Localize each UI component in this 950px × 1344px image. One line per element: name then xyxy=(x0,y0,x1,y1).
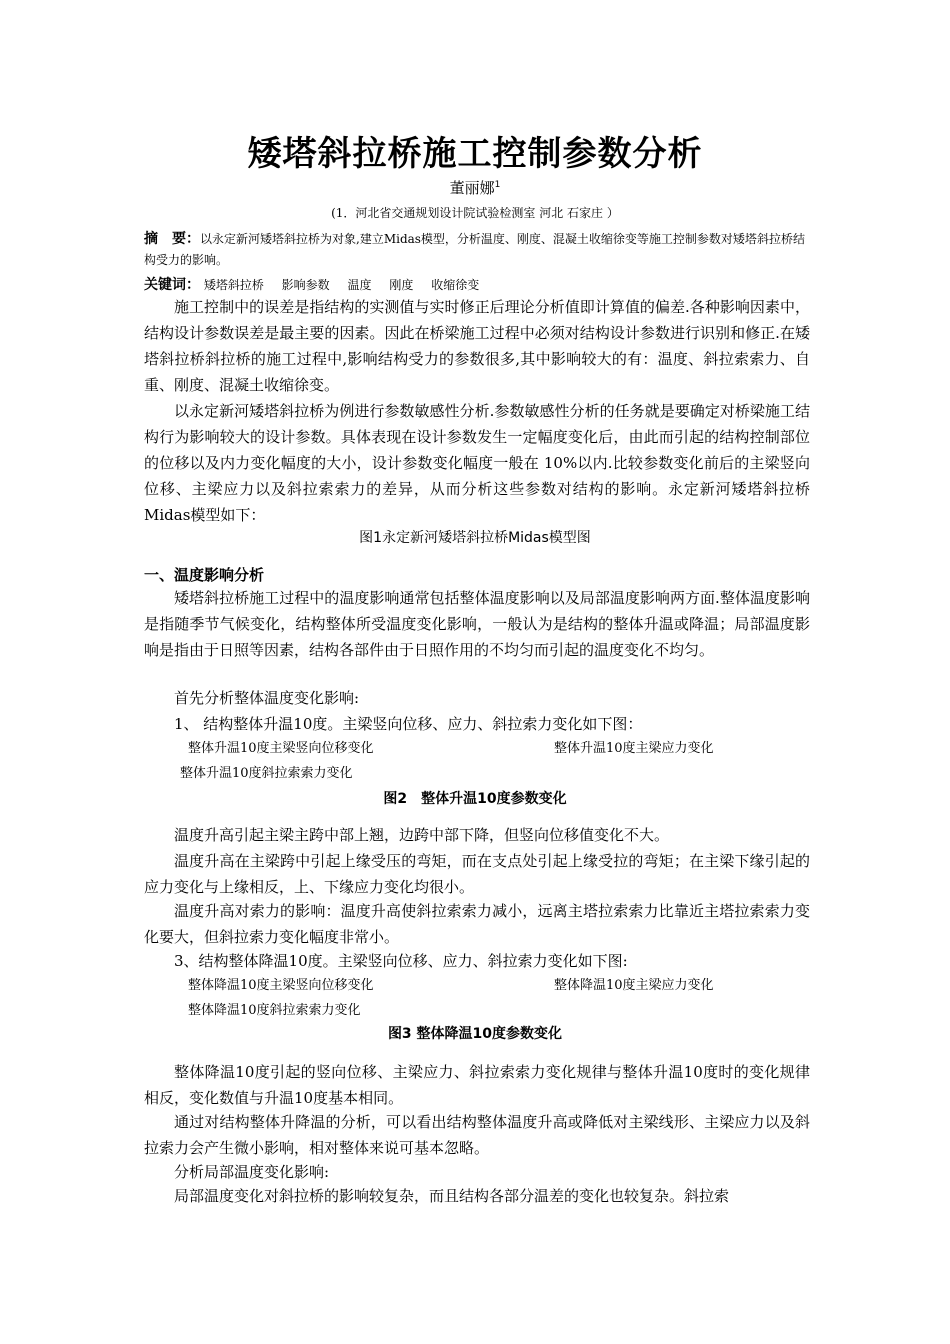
figure-2-caption: 图2 整体升温10度参数变化 xyxy=(383,791,567,807)
subfigure-caption: 整体降温10度斜拉索索力变化 xyxy=(188,1003,361,1018)
keyword-item: 温度 xyxy=(347,278,372,292)
author-name: 董丽娜 xyxy=(449,179,495,197)
figure-1-caption: 图1永定新河矮塔斜拉桥Midas模型图 xyxy=(359,530,591,546)
subfigure-caption: 整体降温10度主梁竖向位移变化 xyxy=(188,978,374,993)
abstract-label: 摘 要： xyxy=(144,231,200,247)
subfigure-caption: 整体升温10度斜拉索索力变化 xyxy=(180,766,353,781)
paragraph-5: 1、 结构整体升温10度。主梁竖向位移、应力、斜拉索力变化如下图： xyxy=(174,715,643,733)
paragraph-8: 温度升高对索力的影响：温度升高使斜拉索索力减小，远离主塔拉索索力比靠近主塔拉索索力变化要大，但斜拉索力变化幅度非常小。 xyxy=(144,902,810,946)
subfigure-caption: 整体升温10度主梁应力变化 xyxy=(554,741,714,756)
keywords xyxy=(144,275,810,296)
author-line xyxy=(0,177,950,198)
keywords-label: 关键词： xyxy=(144,277,200,293)
affiliation: (1．河北省交通规划设计院试验检测室 河北 石家庄 ） xyxy=(331,206,619,220)
paragraph-1: 施工控制中的误差是指结构的实测值与实时修正后理论分析值即计算值的偏差.各种影响因素中，结构设计参数误差是最主要的因素。因此在桥梁施工过程中必须对结构设计参数进行识别和修正.在矮塔斜拉桥斜拉桥的施工过程中,影响结构受力的参数很多,其中影响较大的有：温度、斜拉索索力、自重、刚度、混凝土收缩徐变。 xyxy=(144,298,810,394)
paragraph-11: 通过对结构整体升降温的分析，可以看出结构整体温度升高或降低对主梁线形、主梁应力以及斜拉索力会产生微小影响，相对整体来说可基本忽略。 xyxy=(144,1113,810,1157)
paragraph-3: 矮塔斜拉桥施工过程中的温度影响通常包括整体温度影响以及局部温度影响两方面.整体温度影响是指随季节气候变化，结构整体所受温度变化影响，一般认为是结构的整体升温或降温；局部温度影响是指由于日照等因素，结构各部件由于日照作用的不均匀而引起的温度变化不均匀。 xyxy=(144,589,810,659)
paragraph-12: 分析局部温度变化影响: xyxy=(174,1163,330,1181)
paragraph-4: 首先分析整体温度变化影响: xyxy=(174,689,360,707)
paper-title: 矮塔斜拉桥施工控制参数分析 xyxy=(247,134,703,174)
subfigure-caption: 整体降温10度主梁应力变化 xyxy=(554,978,714,993)
author-affiliation-mark: 1 xyxy=(494,180,501,190)
subfigure-caption: 整体升温10度主梁竖向位移变化 xyxy=(188,741,374,756)
keyword-item: 矮塔斜拉桥 xyxy=(203,278,264,292)
paragraph-2: 以永定新河矮塔斜拉桥为例进行参数敏感性分析.参数敏感性分析的任务就是要确定对桥梁施工结构行为影响较大的设计参数。具体表现在设计参数发生一定幅度变化后，由此而引起的结构控制部位的位移以及内力变化幅度的大小，设计参数变化幅度一般在 10%以内.比较参数变化前后的主梁竖向位移、主梁应力以及斜拉索索力的差异，从而分析这些参数对结构的影响。永定新河矮塔斜拉桥Midas模型如下： xyxy=(144,402,810,524)
paragraph-7: 温度升高在主梁跨中引起上缘受压的弯矩，而在支点处引起上缘受拉的弯矩；在主梁下缘引起的应力变化与上缘相反，上、下缘应力变化均很小。 xyxy=(144,852,810,896)
abstract-text: 以永定新河矮塔斜拉桥为对象,建立Midas模型，分析温度、刚度、混凝土收缩徐变等施工控制参数对矮塔斜拉桥结构受力的影响。 xyxy=(144,232,805,267)
figure-3-caption: 图3 整体降温10度参数变化 xyxy=(387,1026,563,1042)
paragraph-9: 3、结构整体降温10度。主梁竖向位移、应力、斜拉索力变化如下图: xyxy=(174,952,628,970)
section-heading-1: 一、温度影响分析 xyxy=(144,566,265,584)
paragraph-6: 温度升高引起主梁主跨中部上翘，边跨中部下降，但竖向位移值变化不大。 xyxy=(174,826,670,844)
abstract xyxy=(144,229,810,271)
keyword-item: 刚度 xyxy=(389,278,414,292)
keyword-item: 收缩徐变 xyxy=(431,278,480,292)
paragraph-10: 整体降温10度引起的竖向位移、主梁应力、斜拉索索力变化规律与整体升温10度时的变化规律相反，变化数值与升温10度基本相同。 xyxy=(144,1063,810,1107)
keyword-item: 影响参数 xyxy=(281,278,330,292)
paragraph-13: 局部温度变化对斜拉桥的影响较复杂，而且结构各部分温差的变化也较复杂。斜拉索 xyxy=(174,1187,730,1205)
